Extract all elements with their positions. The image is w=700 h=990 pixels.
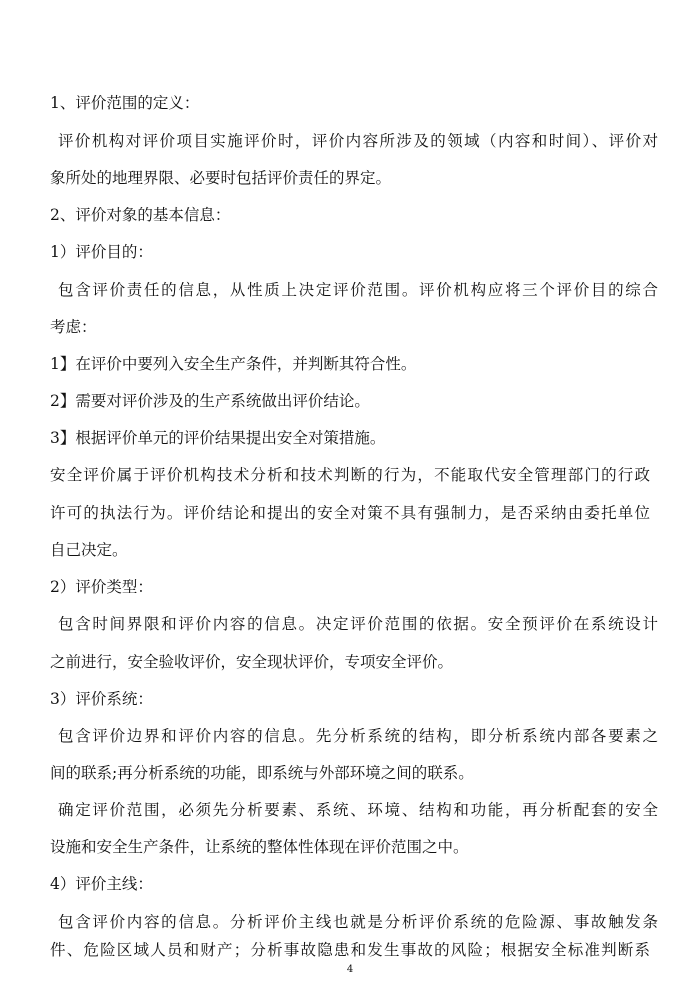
list-item: 1】在评价中要列入安全生产条件，并判断其符合性。 [50, 355, 417, 373]
heading-scope-definition: 1、评价范围的定义： [50, 94, 200, 112]
subheading-system: 3）评价系统： [50, 690, 153, 708]
paragraph-line: 包含评价责任的信息，从性质上决定评价范围。评价机构应将三个评价目的综合 [58, 281, 658, 299]
subheading-type: 2）评价类型： [50, 578, 153, 596]
paragraph-line: 确定评价范围，必须先分析要素、系统、环境、结构和功能，再分析配套的安全 [58, 801, 658, 819]
list-item: 3】根据评价单元的评价结果提出安全对策措施。 [50, 429, 386, 447]
paragraph-line: 安全评价属于评价机构技术分析和技术判断的行为，不能取代安全管理部门的行政 [50, 466, 650, 484]
paragraph-line: 许可的执法行为。评价结论和提出的安全对策不具有强制力，是否采纳由委托单位 [50, 504, 650, 522]
paragraph-line: 之前进行，安全验收评价，安全现状评价，专项安全评价。 [50, 653, 454, 671]
paragraph-line: 包含评价内容的信息。分析评价主线也就是分析评价系统的危险源、事故触发条 [58, 913, 658, 931]
paragraph-line: 评价机构对评价项目实施评价时，评价内容所涉及的领域（内容和时间）、评价对 [58, 132, 658, 150]
page-number: 4 [346, 964, 354, 975]
paragraph-line: 包含评价边界和评价内容的信息。先分析系统的结构，即分析系统内部各要素之 [58, 727, 658, 745]
subheading-purpose: 1）评价目的： [50, 243, 153, 261]
paragraph-line: 考虑： [50, 318, 97, 336]
paragraph-line: 设施和安全生产条件，让系统的整体性体现在评价范围之中。 [50, 838, 469, 856]
list-item: 2】需要对评价涉及的生产系统做出评价结论。 [50, 392, 370, 410]
subheading-main-line: 4）评价主线： [50, 875, 153, 893]
paragraph-line: 自己决定。 [50, 541, 128, 559]
paragraph-line: 象所处的地理界限、必要时包括评价责任的界定。 [50, 169, 392, 187]
paragraph-line: 件、危险区域人员和财产；分析事故隐患和发生事故的风险；根据安全标准判断系 [50, 941, 650, 959]
heading-basic-info: 2、评价对象的基本信息： [50, 206, 231, 224]
paragraph-line: 包含时间界限和评价内容的信息。决定评价范围的依据。安全预评价在系统设计 [58, 615, 658, 633]
paragraph-line: 间的联系;再分析系统的功能，即系统与外部环境之间的联系。 [50, 764, 474, 782]
